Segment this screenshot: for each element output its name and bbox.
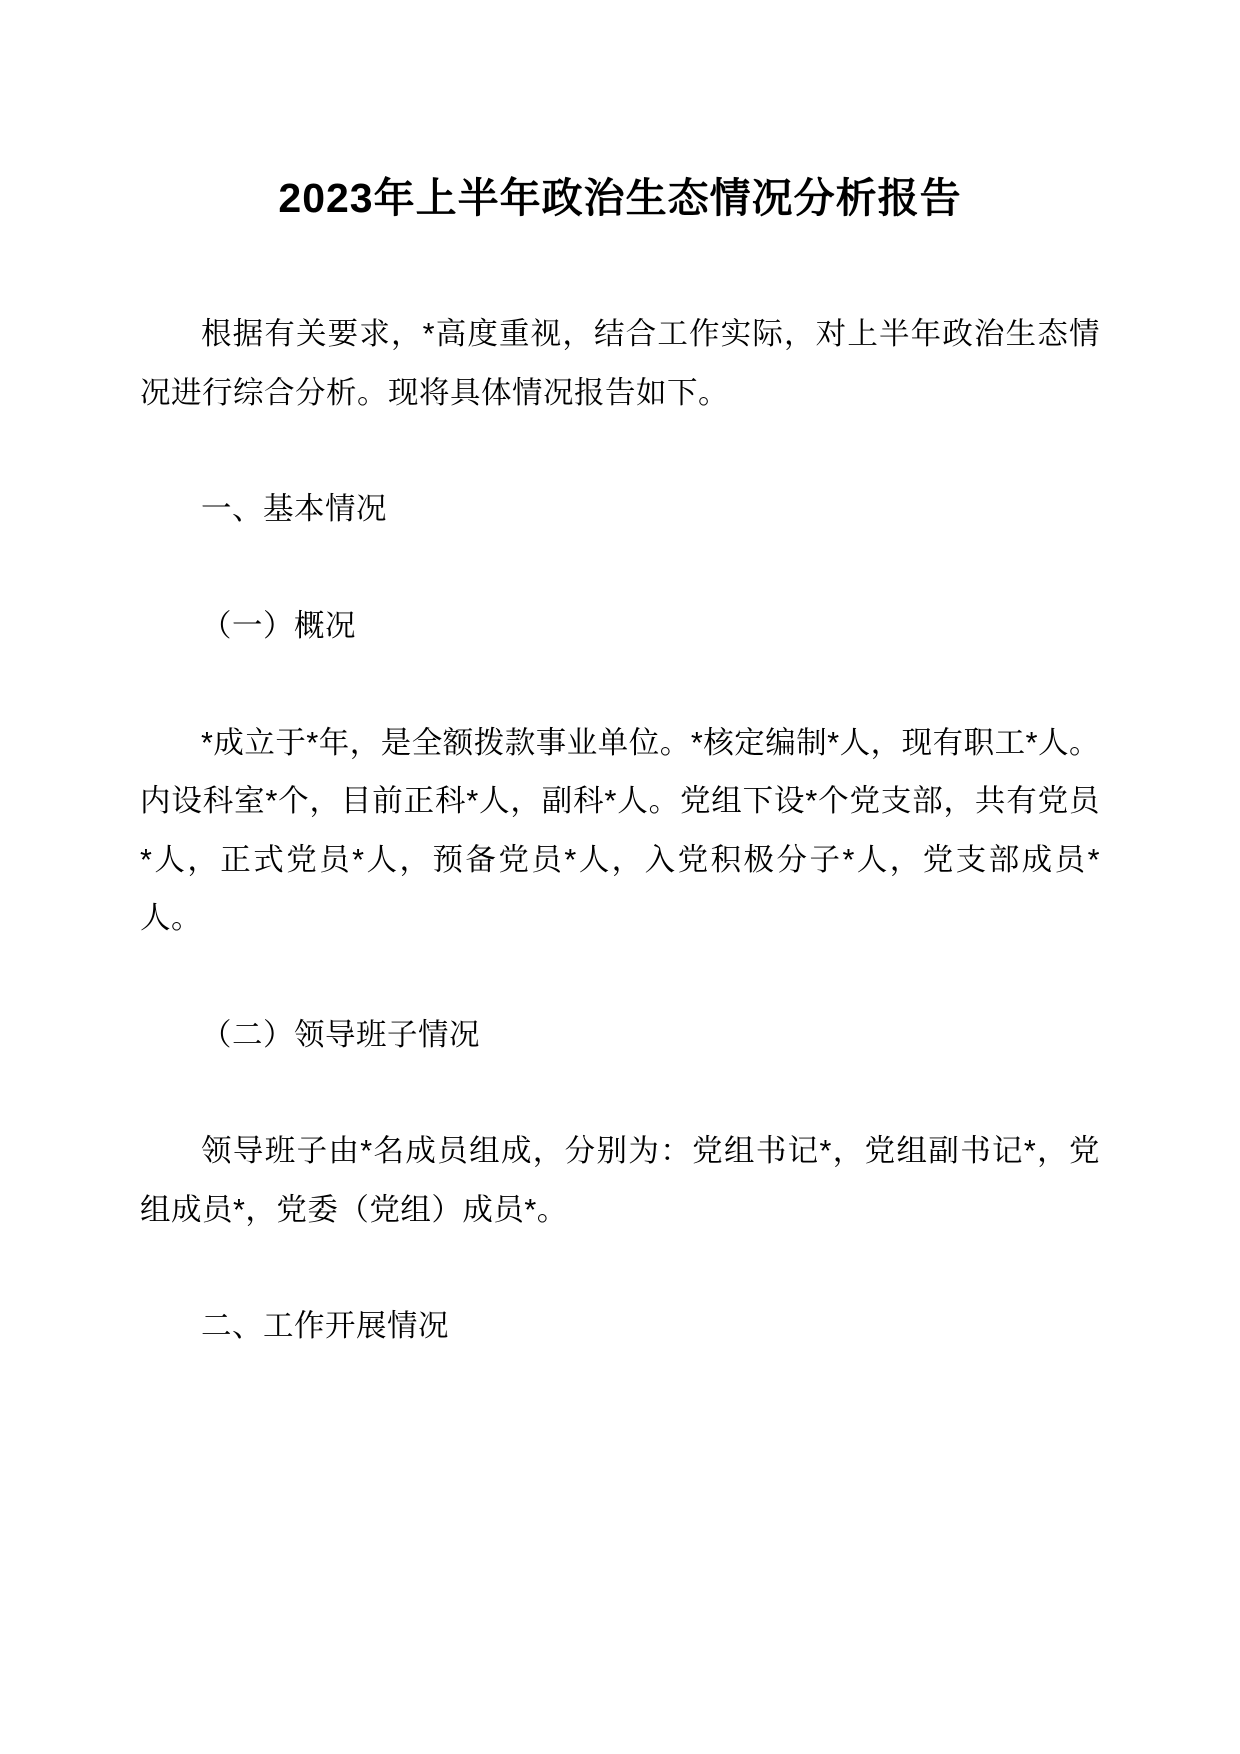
page-title: 2023年上半年政治生态情况分析报告 xyxy=(278,175,962,221)
paragraph-overview: *成立于*年，是全额拨款事业单位。*核定编制*人，现有职工*人。内设科室*个，目前正科*人，副科*人。党组下设*个党支部，共有党员*人，正式党员*人，预备党员*人，入党积极分子*人，党支部成员*人。 xyxy=(140,725,1100,936)
paragraph-leadership: 领导班子由*名成员组成，分别为：党组书记*，党组副书记*，党组成员*，党委（党组）成员*。 xyxy=(140,1134,1100,1227)
heading-subsection-two-leadership: （二）领导班子情况 xyxy=(201,1017,480,1052)
heading-section-two: 二、工作开展情况 xyxy=(201,1309,449,1344)
paragraph-intro: 根据有关要求，*高度重视，结合工作实际，对上半年政治生态情况进行综合分析。现将具体情况报告如下。 xyxy=(140,317,1100,410)
heading-section-one: 一、基本情况 xyxy=(201,492,387,527)
heading-subsection-one-overview: （一）概况 xyxy=(201,609,356,644)
document-body xyxy=(140,305,1100,1356)
